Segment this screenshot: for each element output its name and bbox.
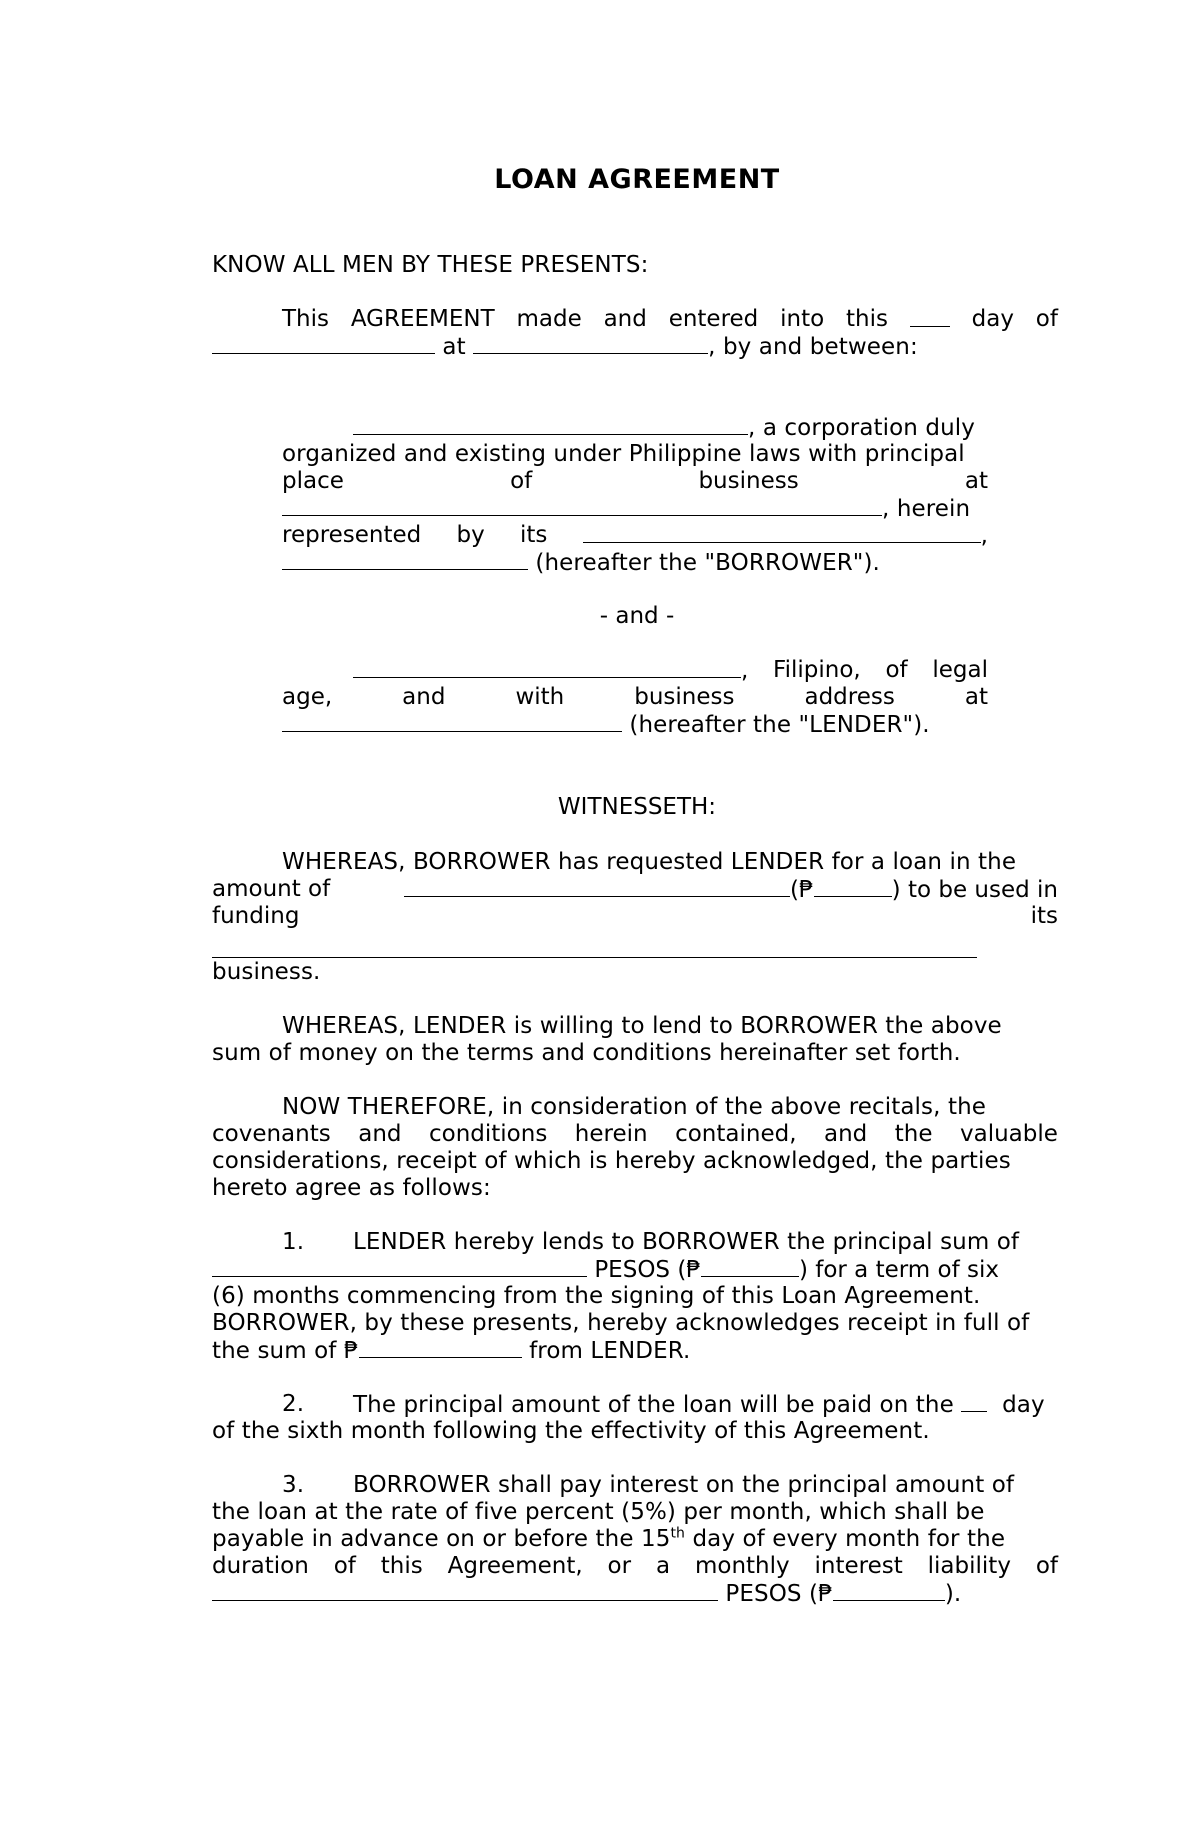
principal-words-blank (212, 1256, 587, 1277)
loan-amount-figure-blank (814, 876, 892, 897)
interest-figure-blank (833, 1580, 945, 1601)
intro-line-1: This AGREEMENT made and entered into this day of (282, 306, 1058, 332)
lender-line-2: age, and with business address at (282, 684, 988, 710)
representative-blank (583, 522, 981, 543)
whereas1-line-3: funding its (212, 903, 1058, 929)
lender-line-1: , Filipino, of legal (353, 657, 988, 685)
place-blank (473, 333, 708, 354)
clause3-line-3: payable in advance on or before the 15th day of every month for the (212, 1525, 1006, 1552)
witnesseth-heading: WITNESSETH: (557, 794, 717, 820)
principal-figure-blank (701, 1256, 799, 1277)
whereas2-line-2: sum of money on the terms and conditions hereinafter set forth. (212, 1040, 961, 1066)
clause1-line-4: BORROWER, by these presents, hereby acknowledges receipt in full of (212, 1310, 1030, 1336)
clause2-number: 2. (282, 1391, 305, 1417)
purpose-blank (212, 957, 977, 958)
opening-line: KNOW ALL MEN BY THESE PRESENTS: (212, 252, 649, 278)
lender-line-3: (hereafter the "LENDER"). (282, 711, 930, 739)
clause3-line-4: duration of this Agreement, or a monthly interest liability of (212, 1553, 1058, 1579)
borrower-name-blank (353, 414, 748, 435)
now-therefore-line-2: covenants and conditions herein contained, and the valuable (212, 1121, 1058, 1147)
clause1-line-3: (6) months commencing from the signing of this Loan Agreement. (212, 1283, 981, 1309)
whereas2-line-1: WHEREAS, LENDER is willing to lend to BORROWER the above (282, 1013, 1002, 1039)
clause1-line-1: LENDER hereby lends to BORROWER the principal sum of (353, 1229, 1020, 1255)
clause2-line-2: of the sixth month following the effectivity of this Agreement. (212, 1418, 930, 1444)
lender-address-blank (282, 711, 622, 732)
clause3-number: 3. (282, 1472, 305, 1498)
clause3-line-2: the loan at the rate of five percent (5%) per month, which shall be (212, 1499, 985, 1525)
borrower-line-5: represented by its , (282, 522, 988, 549)
interest-words-blank (212, 1580, 718, 1601)
lender-name-blank (353, 657, 741, 678)
now-therefore-line-1: NOW THEREFORE, in consideration of the above recitals, the (282, 1094, 986, 1120)
borrower-address-blank (282, 495, 882, 516)
month-blank (212, 333, 435, 354)
borrower-line-4: , herein (282, 495, 970, 523)
clause3-line-1: BORROWER shall pay interest on the principal amount of (353, 1472, 1015, 1498)
whereas1-line-1: WHEREAS, BORROWER has requested LENDER for a loan in the (282, 849, 1017, 875)
now-therefore-line-3: considerations, receipt of which is hereby acknowledged, the parties (212, 1148, 1011, 1174)
payment-day-blank (961, 1391, 987, 1412)
borrower-line-1: , a corporation duly (353, 414, 975, 442)
received-sum-blank (359, 1337, 522, 1358)
now-therefore-line-4: hereto agree as follows: (212, 1175, 491, 1201)
clause3-line-5: PESOS (₱ ). (212, 1580, 961, 1608)
representative-title-blank (282, 549, 528, 570)
day-blank (910, 306, 950, 327)
clause1-line-5: the sum of ₱ from LENDER. (212, 1338, 691, 1364)
clause1-number: 1. (282, 1229, 305, 1255)
borrower-line-3: place of business at (282, 468, 988, 494)
borrower-line-2: organized and existing under Philippine laws with principal (282, 441, 965, 467)
intro-line-2: at , by and between: (212, 333, 918, 361)
whereas1-line-2: amount of (₱ ) to be used in (212, 876, 1058, 903)
document-title: LOAN AGREEMENT (494, 164, 780, 195)
loan-amount-words-blank (404, 876, 790, 897)
whereas1-line-4: business. (212, 959, 321, 985)
clause2-line-1: The principal amount of the loan will be paid on the day (353, 1392, 1045, 1418)
borrower-line-6: (hereafter the "BORROWER"). (282, 549, 880, 577)
and-separator: - and - (599, 603, 675, 629)
clause1-line-2: PESOS (₱ ) for a term of six (212, 1256, 1058, 1284)
